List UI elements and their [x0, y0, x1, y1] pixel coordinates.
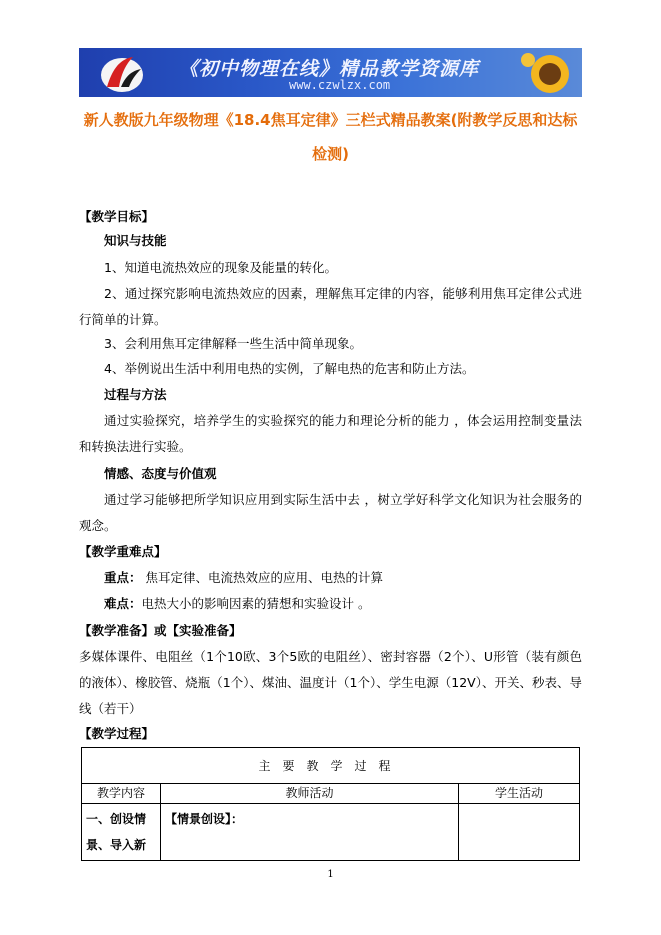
document-title: 新人教版九年级物理《18.4焦耳定律》三栏式精品教案(附教学反思和达标检测) [83, 111, 578, 163]
preparation-text: 多媒体课件、电阻丝（1个10欧、3个5欧的电阻丝）、密封容器（2个）、U形管（装有颜色的液体）、橡胶管、烧瓶（1个）、煤油、温度计（1个）、学生电源（12V）、开关、秒表、导线（若干） [79, 649, 582, 716]
table-row-teacher: 【情景创设】： [161, 804, 459, 861]
knowledge-item-1: 1、知道电流热效应的现象及能量的转化。 [104, 260, 337, 275]
key-points-heading: 【教学重难点】 [79, 544, 167, 559]
knowledge-heading: 知识与技能 [104, 233, 167, 248]
column-content: 教学内容 [82, 784, 161, 804]
key-point-label: 重点： [104, 570, 142, 585]
teaching-process-table [81, 747, 580, 861]
preparation-heading: 【教学准备】或【实验准备】 [79, 623, 242, 638]
banner-title: 《初中物理在线》精品教学资源库 [179, 58, 480, 80]
knowledge-item-2: 2、通过探究影响电流热效应的因素，理解焦耳定律的内容，能够利用焦耳定律公式进行简单的计算。 [79, 286, 582, 327]
banner-url: www.czwlzx.com [289, 78, 391, 92]
table-row-student [459, 804, 580, 861]
page-number: 1 [327, 869, 334, 880]
difficulty-line [104, 591, 607, 617]
header-banner [79, 48, 582, 97]
key-point-text: 焦耳定律、电流热效应的应用、电热的计算 [141, 570, 383, 585]
key-point-line [104, 565, 607, 591]
goals-heading: 【教学目标】 [79, 209, 155, 224]
column-teacher: 教师活动 [161, 784, 459, 804]
process-method-text: 通过实验探究，培养学生的实验探究的能力和理论分析的能力 ，体会运用控制变量法和转换法进行实验。 [79, 413, 582, 454]
logo-icon [99, 51, 145, 94]
difficulty-text: 电热大小的影响因素的猜想和实验设计 。 [141, 596, 371, 611]
emotion-text: 通过学习能够把所学知识应用到实际生活中去 ，树立学好科学文化知识为社会服务的观念。 [79, 492, 582, 533]
teaching-process-heading: 【教学过程】 [79, 726, 155, 741]
difficulty-label: 难点： [104, 596, 142, 611]
knowledge-item-3: 3、会利用焦耳定律解释一些生活中简单现象。 [104, 336, 362, 351]
column-student: 学生活动 [459, 784, 580, 804]
knowledge-item-4: 4、举例说出生活中利用电热的实例，了解电热的危害和防止方法。 [104, 361, 475, 376]
sunflower-icon [520, 50, 578, 95]
process-method-heading: 过程与方法 [104, 387, 167, 402]
emotion-heading: 情感、态度与价值观 [104, 466, 217, 481]
table-header: 主要教学过程 [82, 748, 580, 784]
table-row-stage: 一、创设情景、导入新 [82, 804, 161, 861]
